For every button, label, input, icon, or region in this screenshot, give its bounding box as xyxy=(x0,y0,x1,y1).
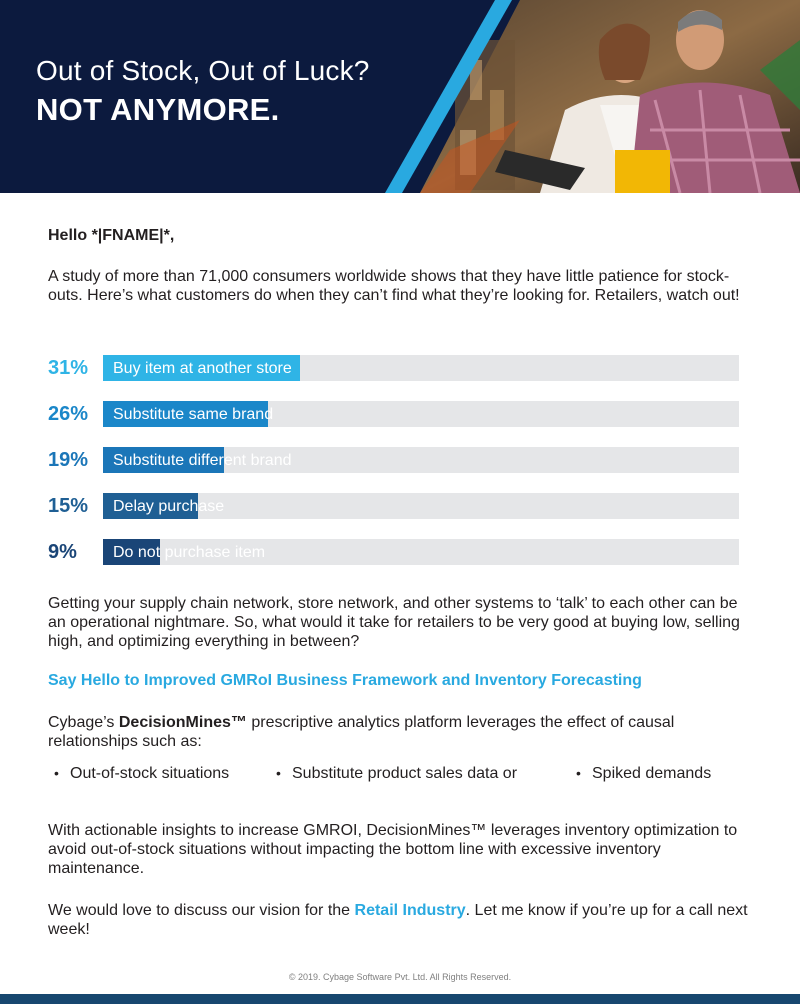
section-subheading: Say Hello to Improved GMRoI Business Framework and Inventory Forecasting xyxy=(48,672,642,689)
bar-value-label: 26% xyxy=(48,403,89,425)
platform-prefix: Cybage’s xyxy=(48,714,119,731)
bar-row xyxy=(48,493,740,519)
insights-paragraph: With actionable insights to increase GMROI, DecisionMines™ leverages inventory optimization to avoid out-of-stock situations without impacting the bottom line with excessive inventory maintenance. xyxy=(48,822,738,877)
bar-row xyxy=(48,401,740,427)
list-item: • Spiked demands xyxy=(576,765,711,783)
retail-industry-link[interactable]: Retail Industry xyxy=(354,902,466,919)
bar-value-label: 31% xyxy=(48,357,89,379)
bar-category-label: Do not purchase item xyxy=(113,544,266,561)
platform-name: DecisionMines™ xyxy=(118,714,247,731)
bar-category-label: Delay purchase xyxy=(113,498,225,515)
platform-paragraph xyxy=(48,713,748,751)
bar-row xyxy=(48,539,740,565)
bar-value-label: 9% xyxy=(48,541,77,563)
intro-paragraph: A study of more than 71,000 consumers worldwide shows that they have little patience for stock-outs. Here’s what customers do when they can’t find what they’re looking for. Retailers, watch out! xyxy=(48,268,740,304)
copyright: © 2019. Cybage Software Pvt. Ltd. All Rights Reserved. xyxy=(288,972,512,982)
footer-bar xyxy=(0,994,800,1004)
header-banner xyxy=(0,0,800,193)
list-item: • Out-of-stock situations xyxy=(54,765,229,783)
bar-row xyxy=(48,355,740,381)
bar-track xyxy=(103,401,739,427)
closing-paragraph xyxy=(48,901,748,939)
list-item: • Substitute product sales data or xyxy=(276,765,517,783)
greeting: Hello *|FNAME|*, xyxy=(48,227,175,244)
bar-category-label: Substitute different brand xyxy=(113,452,292,469)
bar-row xyxy=(48,447,740,473)
supply-chain-paragraph: Getting your supply chain network, store network, and other systems to ‘talk’ to each other can be an operational nightmare. So, what would it take for retailers to be very good at buying low, selling high, and optimizing everything in between? xyxy=(48,595,740,650)
closing-suffix: . Let me know if you’re up for a call next week! xyxy=(48,902,748,938)
bar-value-label: 15% xyxy=(48,495,89,517)
closing-prefix: We would love to discuss our vision for the xyxy=(48,902,355,919)
bar-track xyxy=(103,539,739,565)
headline xyxy=(36,54,370,130)
headline-line2: NOT ANYMORE. xyxy=(36,92,280,127)
causal-relationships-list xyxy=(48,765,748,785)
headline-line1: Out of Stock, Out of Luck? xyxy=(36,55,370,86)
bar-category-label: Substitute same brand xyxy=(113,406,274,423)
bar-track xyxy=(103,355,739,381)
bar-track xyxy=(103,447,739,473)
platform-suffix: prescriptive analytics platform leverages the effect of causal relationships such as: xyxy=(48,714,675,750)
bar-value-label: 19% xyxy=(48,449,89,471)
bar-category-label: Buy item at another store xyxy=(113,360,292,377)
bar-track xyxy=(103,493,739,519)
